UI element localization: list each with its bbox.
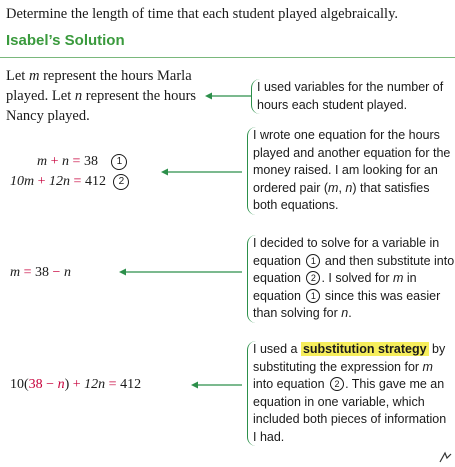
step4-arrow-icon	[190, 377, 244, 393]
equation-1-ref-icon: 1	[306, 254, 320, 268]
step2-equation-1: m + n = 38 1	[10, 152, 127, 172]
step1-text: Let m represent the hours Marla played. Let n represent the hours Nancy played.	[6, 68, 197, 124]
step4-equation: 10(38 − n) + 12n = 412	[10, 377, 142, 392]
heading-divider	[0, 57, 455, 58]
equation-2-ref-icon: 2	[306, 271, 320, 285]
intro-text: Determine the length of time that each student played algebraically.	[6, 6, 399, 22]
step1-arrow-icon	[204, 88, 254, 104]
equation-1-ref-icon: 1	[306, 289, 320, 303]
step2-arrow-icon	[160, 164, 244, 180]
step3-note: I decided to solve for a variable in equation 1 and then substitute into equation 2 . I solved for m in equation 1 since this was easier than solving for n.	[247, 235, 455, 323]
equation-2-marker: 2	[113, 174, 129, 190]
step3-equation: m = 38 − n	[10, 265, 71, 280]
equation-1-marker: 1	[111, 154, 127, 170]
equation-2-ref-icon: 2	[330, 377, 344, 391]
step3-arrow-icon	[118, 264, 244, 280]
step4-note: I used a substitution strategy by substituting the expression for m into equation 2 . This gave me an equation in one variable, which included both pieces of information I had.	[247, 341, 453, 446]
step1-note: I used variables for the number of hours each student played.	[251, 79, 451, 114]
highlighted-term: substitution strategy	[302, 342, 427, 356]
solution-heading: Isabel’s Solution	[6, 32, 125, 49]
step2-note: I wrote one equation for the hours played and another equation for the money raised. I am looking for an ordered pair (m, n) that satisfies both equations.	[247, 127, 453, 215]
step2-equation-2: 10m + 12n = 412 2	[10, 172, 129, 192]
page-corner-icon	[437, 449, 453, 465]
